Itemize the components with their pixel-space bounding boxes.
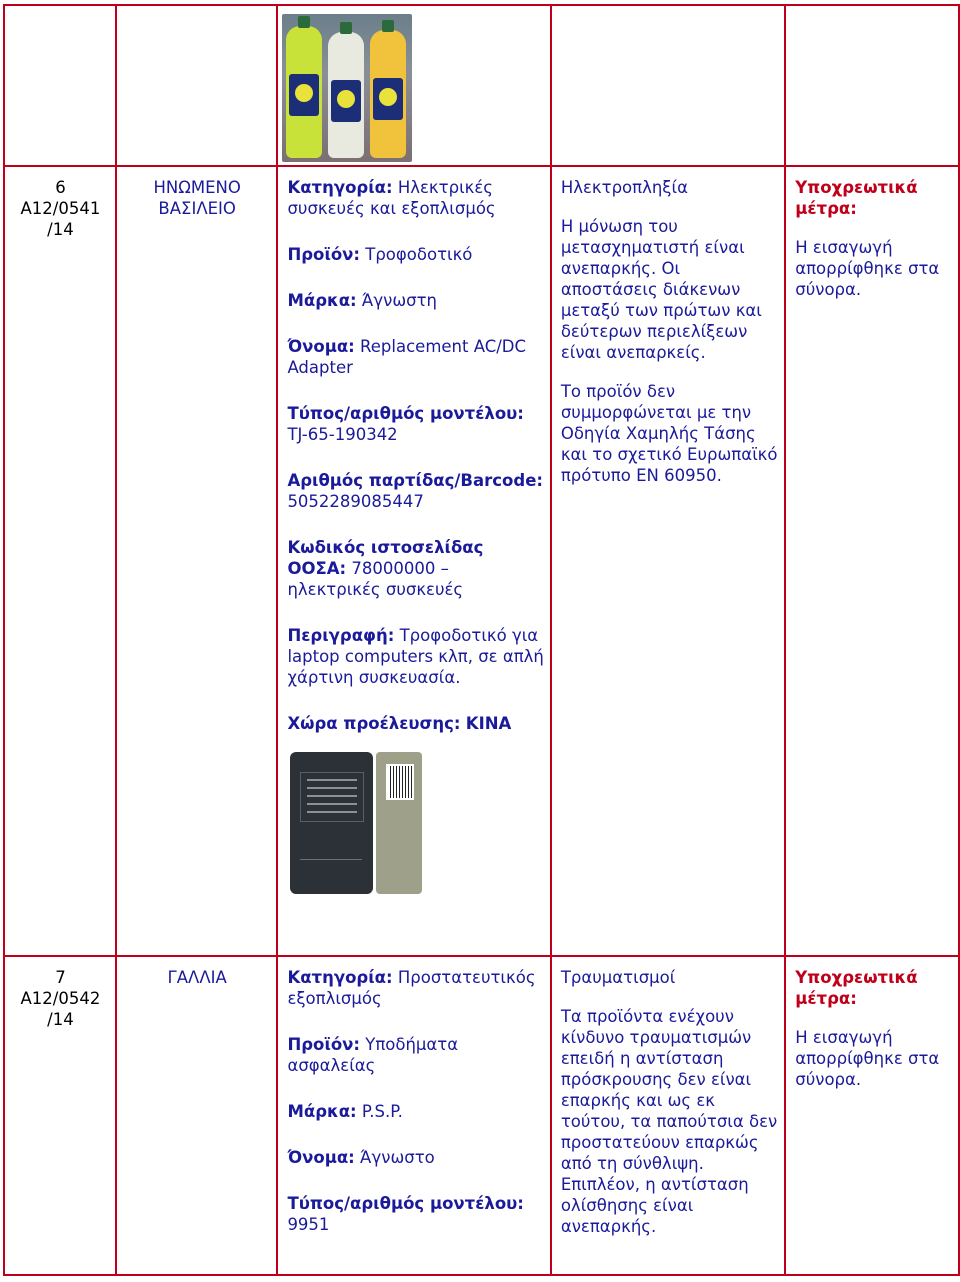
product-label: Προϊόν:	[287, 1035, 360, 1054]
barcode-label: Αριθμός παρτίδας/Barcode:	[287, 471, 543, 490]
ref-code: Α12/0542	[20, 989, 101, 1008]
barcode-value: 5052289085447	[287, 492, 424, 511]
description-label: Περιγραφή:	[287, 626, 395, 645]
risk-text: Τα προϊόντα ενέχουν κίνδυνο τραυματισμών επειδή η αντίσταση πρόσκρουσης δεν είναι επαρκής και ως εκ τούτου, τα παπούτσια δεν προστατεύουν επαρκώς από τη σύνθλιψη. Επιπλέον, η αντίσταση ολίσθησης είναι ανεπαρκής.	[560, 1007, 778, 1236]
measures-text: Η εισαγωγή απορρίφθηκε στα σύνορα.	[795, 238, 940, 299]
category-label: Κατηγορία:	[287, 968, 393, 987]
cell-measures	[785, 956, 959, 1275]
ref-year: /14	[47, 220, 74, 239]
cell-country	[116, 956, 278, 1275]
oecd-value: 78000000 – ηλεκτρικές συσκευές	[287, 559, 464, 599]
measures-text: Η εισαγωγή απορρίφθηκε στα σύνορα.	[795, 1028, 940, 1089]
product-label: Προϊόν:	[287, 245, 360, 264]
risk-title: Τραυματισμοί	[560, 968, 676, 987]
risk-title: Ηλεκτροπληξία	[560, 178, 688, 197]
cell-ref	[4, 166, 116, 956]
country-line: ΒΑΣΙΛΕΙΟ	[158, 199, 236, 218]
cell-measures	[785, 166, 959, 956]
cell-risk	[551, 956, 785, 1275]
notifications-table	[3, 4, 960, 1276]
risk-text: Το προϊόν δεν συμμορφώνεται με την Οδηγία Χαμηλής Τάσης και το σχετικό Ευρωπαϊκό πρότυπο ΕΝ 60950.	[560, 382, 778, 485]
cell-product	[277, 956, 550, 1275]
model-value: 9951	[287, 1215, 330, 1234]
product-photo-bottles	[282, 14, 412, 162]
oecd-label: Κωδικός ιστοσελίδας ΟΟΣΑ:	[287, 538, 484, 578]
cell-risk	[551, 166, 785, 956]
row-number: 7	[55, 968, 66, 987]
category-value: Ηλεκτρικές συσκευές και εξοπλισμός	[287, 178, 496, 218]
measures-label: Υποχρεωτικά μέτρα:	[795, 178, 918, 218]
model-value: TJ-65-190342	[287, 425, 398, 444]
brand-label: Μάρκα:	[287, 1102, 357, 1121]
product-photo-adapter	[290, 752, 422, 894]
cell-product-photo	[277, 5, 550, 166]
name-value: Άγνωστο	[360, 1148, 435, 1167]
brand-label: Μάρκα:	[287, 291, 357, 310]
ref-year: /14	[47, 1010, 74, 1029]
name-label: Όνομα:	[287, 1148, 355, 1167]
category-value: Προστατευτικός εξοπλισμός	[287, 968, 536, 1008]
cell-country	[116, 166, 278, 956]
table-row	[4, 166, 959, 956]
product-value: Υποδήματα ασφαλείας	[287, 1035, 459, 1075]
table-row	[4, 956, 959, 1275]
model-label: Τύπος/αριθμός μοντέλου:	[287, 404, 524, 423]
row-number: 6	[55, 178, 66, 197]
brand-value: P.S.P.	[361, 1102, 403, 1121]
cell-ref	[4, 956, 116, 1275]
cell-empty	[4, 5, 116, 166]
name-value: Replacement AC/DC Adapter	[287, 337, 527, 377]
origin-label: Χώρα προέλευσης:	[287, 714, 461, 733]
risk-text: Η μόνωση του μετασχηματιστή είναι ανεπαρκής. Οι αποστάσεις διάκενων μεταξύ των πρώτων και δεύτερων περιελίξεων είναι ανεπαρκείς.	[560, 217, 762, 362]
model-label: Τύπος/αριθμός μοντέλου:	[287, 1194, 524, 1213]
table-row-previous	[4, 5, 959, 166]
measures-label: Υποχρεωτικά μέτρα:	[795, 968, 918, 1008]
country-line: ΓΑΛΛΙΑ	[167, 968, 227, 987]
origin-value: ΚΙΝΑ	[465, 714, 512, 733]
cell-empty	[551, 5, 785, 166]
name-label: Όνομα:	[287, 337, 355, 356]
cell-empty	[785, 5, 959, 166]
cell-product	[277, 166, 550, 956]
cell-empty	[116, 5, 278, 166]
ref-code: Α12/0541	[20, 199, 101, 218]
product-value: Τροφοδοτικό	[365, 245, 473, 264]
description-value: Τροφοδοτικό για laptop computers κλπ, σε απλή χάρτινη συσκευασία.	[287, 626, 544, 687]
category-label: Κατηγορία:	[287, 178, 393, 197]
brand-value: Άγνωστη	[361, 291, 437, 310]
country-line: ΗΝΩΜΕΝΟ	[153, 178, 241, 197]
